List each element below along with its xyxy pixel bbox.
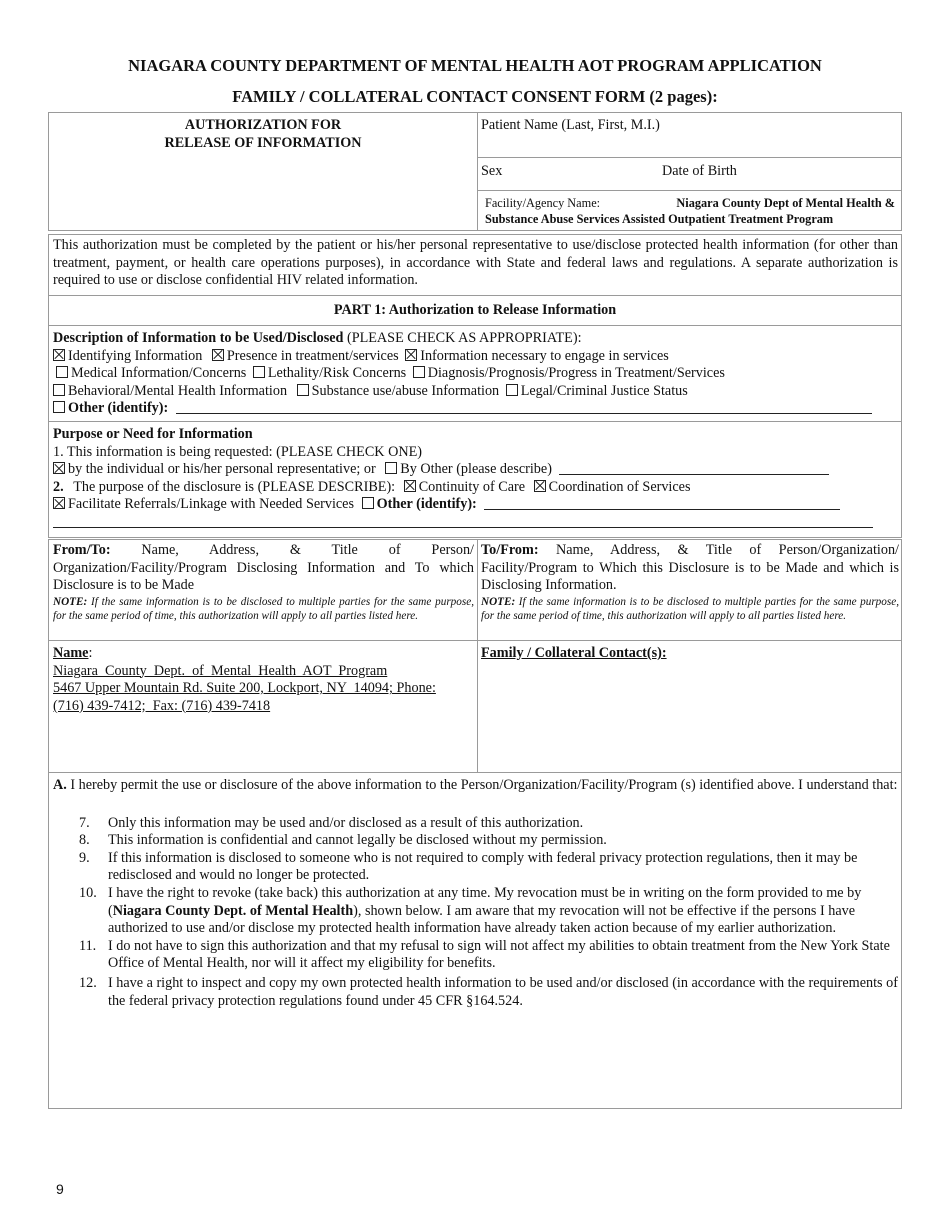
to-from-note-text: If the same information is to be disclosed to multiple parties for the same purpose, for the same period of time, this authorization will apply to all parties listed here. [481, 595, 899, 622]
checkbox-other-info[interactable] [53, 401, 65, 413]
form-subtitle: FAMILY / COLLATERAL CONTACT CONSENT FORM (2 pages): [232, 87, 718, 106]
facility-value-line2: Substance Abuse Services Assisted Outpatient Treatment Program [485, 212, 834, 226]
label-medical-info: Medical Information/Concerns [71, 365, 247, 382]
sex-label: Sex [481, 163, 503, 179]
page-number: 9 [56, 1181, 64, 1197]
label-other-info: Other (identify): [68, 400, 169, 417]
section-a-label: A. [53, 777, 67, 793]
family-contact-label: Family / Collateral Contact(s): [481, 645, 667, 661]
label-substance-use: Substance use/abuse Information [311, 382, 500, 399]
to-from-note-label: NOTE: [481, 595, 516, 608]
facility-value-line1: Niagara County Dept of Mental Health & [676, 196, 895, 210]
to-from-label: To/From: [481, 542, 539, 558]
from-to-text: Name, Address, & Title of Person/ Organization/Facility/Program Disclosing Information and To which Disclosure is to be Made [53, 542, 474, 594]
from-to-note-text: If the same information is to be disclosed to multiple parties for the same purpose, for the same period of time, this authorization will apply to all parties listed here. [53, 595, 474, 622]
from-to-label: From/To: [53, 542, 111, 558]
purpose-heading: Purpose or Need for Information [53, 426, 253, 442]
checkbox-presence-in-treatment[interactable] [212, 349, 224, 361]
name-line1: Niagara County Dept. of Mental Health AOT Program [53, 662, 388, 679]
patient-name-field[interactable] [477, 112, 902, 158]
purpose-line1: 1. This information is being requested: (PLEASE CHECK ONE) [53, 443, 422, 460]
name-cell [48, 640, 478, 773]
label-info-to-engage: Information necessary to engage in services [420, 347, 669, 364]
name-line3: (716) 439-7412; Fax: (716) 439-7418 [53, 697, 271, 714]
checkbox-coordination[interactable] [534, 480, 546, 492]
patient-name-label: Patient Name (Last, First, M.I.) [481, 117, 660, 133]
part1-heading-cell [48, 295, 902, 326]
label-presence-in-treatment: Presence in treatment/services [226, 347, 399, 364]
purpose-line2-text: The purpose of the disclosure is (PLEASE DESCRIBE): [73, 478, 396, 495]
list-item: 10. I have the right to revoke (take back) this authorization at any time. My revocation must be in writing on the form provided to me by (Niagara County Dept. of Mental Health), shown below. I am aware that my revocation will not be effective if the persons I have authorized to use and/or disclose my protected health information have already taken action because of my earlier authorization. [79, 884, 862, 937]
sex-dob-field[interactable] [477, 157, 902, 191]
other-purpose-input-line2[interactable] [53, 518, 873, 528]
facility-field [477, 190, 902, 231]
label-diagnosis-progress: Diagnosis/Prognosis/Progress in Treatment/Services [427, 365, 725, 382]
facility-label: Facility/Agency Name: [485, 196, 601, 210]
name-colon: : [88, 645, 93, 661]
label-by-individual: by the individual or his/her personal representative; or [68, 461, 376, 478]
auth-heading-cell [48, 112, 478, 231]
description-section [48, 325, 902, 422]
checkbox-legal-status[interactable] [506, 384, 518, 396]
name-line2: 5467 Upper Mountain Rd. Suite 200, Lockport, NY 14094; Phone: [53, 680, 436, 697]
auth-heading-line1: AUTHORIZATION FOR [184, 117, 342, 133]
list-item: 12. I have a right to inspect and copy my own protected health information to be used and/or disclosed (in accordance with the requirements of the federal privacy protection regulations found under 45 CFR §164.524. [79, 974, 898, 1009]
to-from-right-cell [477, 539, 902, 641]
intro-text: This authorization must be completed by the patient or his/her personal representative to use/disclose protected health information (for other than treatment, payment, or health care operations purposes), in accordance with State and federal laws and regulations. A separate authorization is required to use or disclose confidential HIV related information. [53, 237, 898, 289]
section-a [48, 772, 902, 1109]
checkbox-facilitate-referrals[interactable] [53, 497, 65, 509]
list-item: 7. Only this information may be used and/or disclosed as a result of this authorization. [79, 814, 584, 831]
other-purpose-input[interactable] [484, 497, 840, 510]
family-contact-cell[interactable] [477, 640, 902, 773]
purpose-line2-num: 2. [53, 478, 64, 495]
checkbox-substance-use[interactable] [297, 384, 309, 396]
intro-section [48, 234, 902, 296]
part1-heading: PART 1: Authorization to Release Information [333, 302, 617, 318]
label-coordination: Coordination of Services [548, 478, 691, 495]
checkbox-info-to-engage[interactable] [405, 349, 417, 361]
description-instruction: (PLEASE CHECK AS APPROPRIATE): [343, 330, 582, 346]
purpose-section [48, 421, 902, 538]
label-identifying-info: Identifying Information [68, 347, 203, 364]
label-legal-status: Legal/Criminal Justice Status [520, 382, 688, 399]
checkbox-medical-info[interactable] [56, 366, 68, 378]
auth-heading-line2: RELEASE OF INFORMATION [164, 134, 362, 151]
label-behavioral-health: Behavioral/Mental Health Information [68, 382, 288, 399]
label-facilitate-referrals: Facilitate Referrals/Linkage with Needed Services [68, 496, 355, 513]
checkbox-diagnosis-progress[interactable] [413, 366, 425, 378]
from-to-note-label: NOTE: [53, 595, 88, 608]
label-lethality-risk: Lethality/Risk Concerns [267, 365, 407, 382]
label-by-other: By Other (please describe) [400, 461, 552, 478]
list-item: 8. This information is confidential and cannot legally be disclosed without my permission. [79, 832, 607, 849]
checkbox-by-individual[interactable] [53, 462, 65, 474]
from-to-left-cell [48, 539, 478, 641]
section-a-text: I hereby permit the use or disclosure of the above information to the Person/Organization/Facility/Program (s) identified above. I understand that: [66, 777, 898, 793]
list-item: 9. If this information is disclosed to someone who is not required to comply with federal privacy protection regulations, then it may be redisclosed and would no longer be protected. [79, 849, 858, 884]
document-title: NIAGARA COUNTY DEPARTMENT OF MENTAL HEALTH AOT PROGRAM APPLICATION [128, 56, 822, 75]
to-from-text: Name, Address, & Title of Person/Organization/ Facility/Program to Which this Disclosure is to be Made and which is Disclosing Information. [481, 542, 899, 594]
checkbox-other-purpose[interactable] [362, 497, 374, 509]
label-continuity-of-care: Continuity of Care [418, 478, 526, 495]
checkbox-lethality-risk[interactable] [253, 366, 265, 378]
checkbox-identifying-info[interactable] [53, 349, 65, 361]
checkbox-continuity-of-care[interactable] [404, 480, 416, 492]
other-info-input[interactable] [176, 401, 872, 414]
checkbox-behavioral-health[interactable] [53, 384, 65, 396]
list-item: 11. I do not have to sign this authorization and that my refusal to sign will not affect my abilities to obtain treatment from the New York State Office of Mental Health, nor will it affect my eligibility for benefits. [79, 937, 890, 972]
by-other-input[interactable] [559, 462, 829, 475]
acknowledgement-list [53, 815, 899, 1011]
description-heading: Description of Information to be Used/Disclosed [53, 330, 344, 346]
dob-label: Date of Birth [662, 163, 737, 179]
label-other-purpose: Other (identify): [376, 496, 477, 513]
checkbox-by-other[interactable] [385, 462, 397, 474]
name-label: Name [53, 645, 89, 661]
